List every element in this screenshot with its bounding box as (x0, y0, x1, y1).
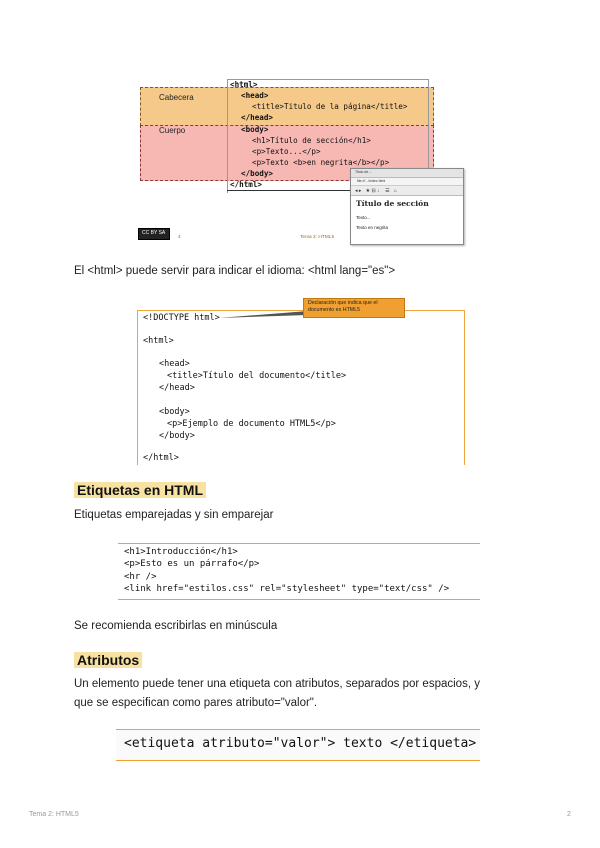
code-line: <head> (159, 359, 190, 369)
code-block (116, 729, 480, 761)
footer-title: Tema 2: HTML5 (29, 811, 79, 818)
footer-page-number: 2 (567, 811, 571, 818)
slide-footer: Tema 2: HTML5 (300, 235, 335, 240)
code-line: </html> (230, 180, 263, 189)
code-line: <hr /> (124, 572, 157, 582)
attributes-paragraph-line: que se especifican como pares atributo="valor". (74, 697, 318, 709)
preview-heading: Título de sección (356, 199, 429, 208)
code-line: <p>Esto es un párrafo</p> (124, 559, 260, 569)
code-block (118, 543, 480, 600)
preview-paragraph: Texto... (356, 215, 371, 220)
body-region-label: Cuerpo (159, 126, 186, 135)
license-badge-text: CC BY SA (142, 230, 166, 236)
code-line: <html> (143, 336, 174, 346)
code-line: <!DOCTYPE html> (143, 313, 220, 323)
browser-tab: Titulo de ... (355, 170, 373, 174)
code-line: <h1>Título de sección</h1> (252, 136, 371, 145)
browser-tab-bar (351, 169, 463, 178)
browser-address-bar (351, 178, 463, 186)
code-line: <title>Título del documento</title> (167, 371, 347, 381)
head-region-label: Cabecera (159, 93, 194, 102)
code-line: <body> (159, 407, 190, 417)
code-line: <link href="estilos.css" rel="stylesheet" type="text/css" /> (124, 584, 450, 594)
code-line: <title>Titulo de la página</title> (252, 102, 408, 111)
section-heading: Etiquetas en HTML (74, 482, 206, 498)
code-baseline (227, 190, 352, 191)
code-line: <p>Ejemplo de documento HTML5</p> (167, 419, 336, 429)
license-badge (138, 228, 170, 240)
code-line: </head> (159, 383, 195, 393)
code-line: <etiqueta atributo="valor"> texto </etiqueta> (124, 736, 477, 751)
code-line: <p>Texto...</p> (252, 147, 321, 156)
preview-paragraph: Texto en negrita (356, 225, 389, 230)
html5-document-figure (137, 310, 465, 465)
slide-page-number: 4 (178, 235, 181, 240)
html-structure-figure (140, 75, 435, 245)
code-line: <p>Texto <b>en negrita</b></p> (252, 158, 390, 167)
lowercase-note: Se recomienda escribirlas en minúscula (74, 620, 278, 632)
code-line: <body> (241, 125, 269, 134)
code-line: </head> (241, 113, 274, 122)
browser-address: file:///.../index.html (357, 179, 386, 183)
code-line: <html> (230, 80, 258, 89)
callout-pointer (218, 311, 308, 323)
code-line: </body> (159, 431, 195, 441)
attributes-paragraph-line: Un elemento puede tener una etiqueta con atributos, separados por espacios, y (74, 678, 480, 690)
code-line: <head> (241, 91, 269, 100)
section-subtext: Etiquetas emparejadas y sin emparejar (74, 509, 274, 521)
browser-toolbar (351, 186, 463, 196)
browser-preview (350, 168, 464, 245)
doctype-callout: Declaración que indica que el documento es HTML5 (303, 298, 405, 318)
section-heading: Atributos (74, 652, 142, 668)
code-line: </html> (143, 453, 179, 463)
code-line: </body> (241, 169, 274, 178)
toolbar-icons: ◂ ▸ ★ ⊟ ↓ ☰ ⌂ (355, 188, 397, 194)
lang-paragraph: El <html> puede servir para indicar el idioma: <html lang="es"> (74, 265, 396, 277)
code-line: <h1>Introducción</h1> (124, 547, 238, 557)
